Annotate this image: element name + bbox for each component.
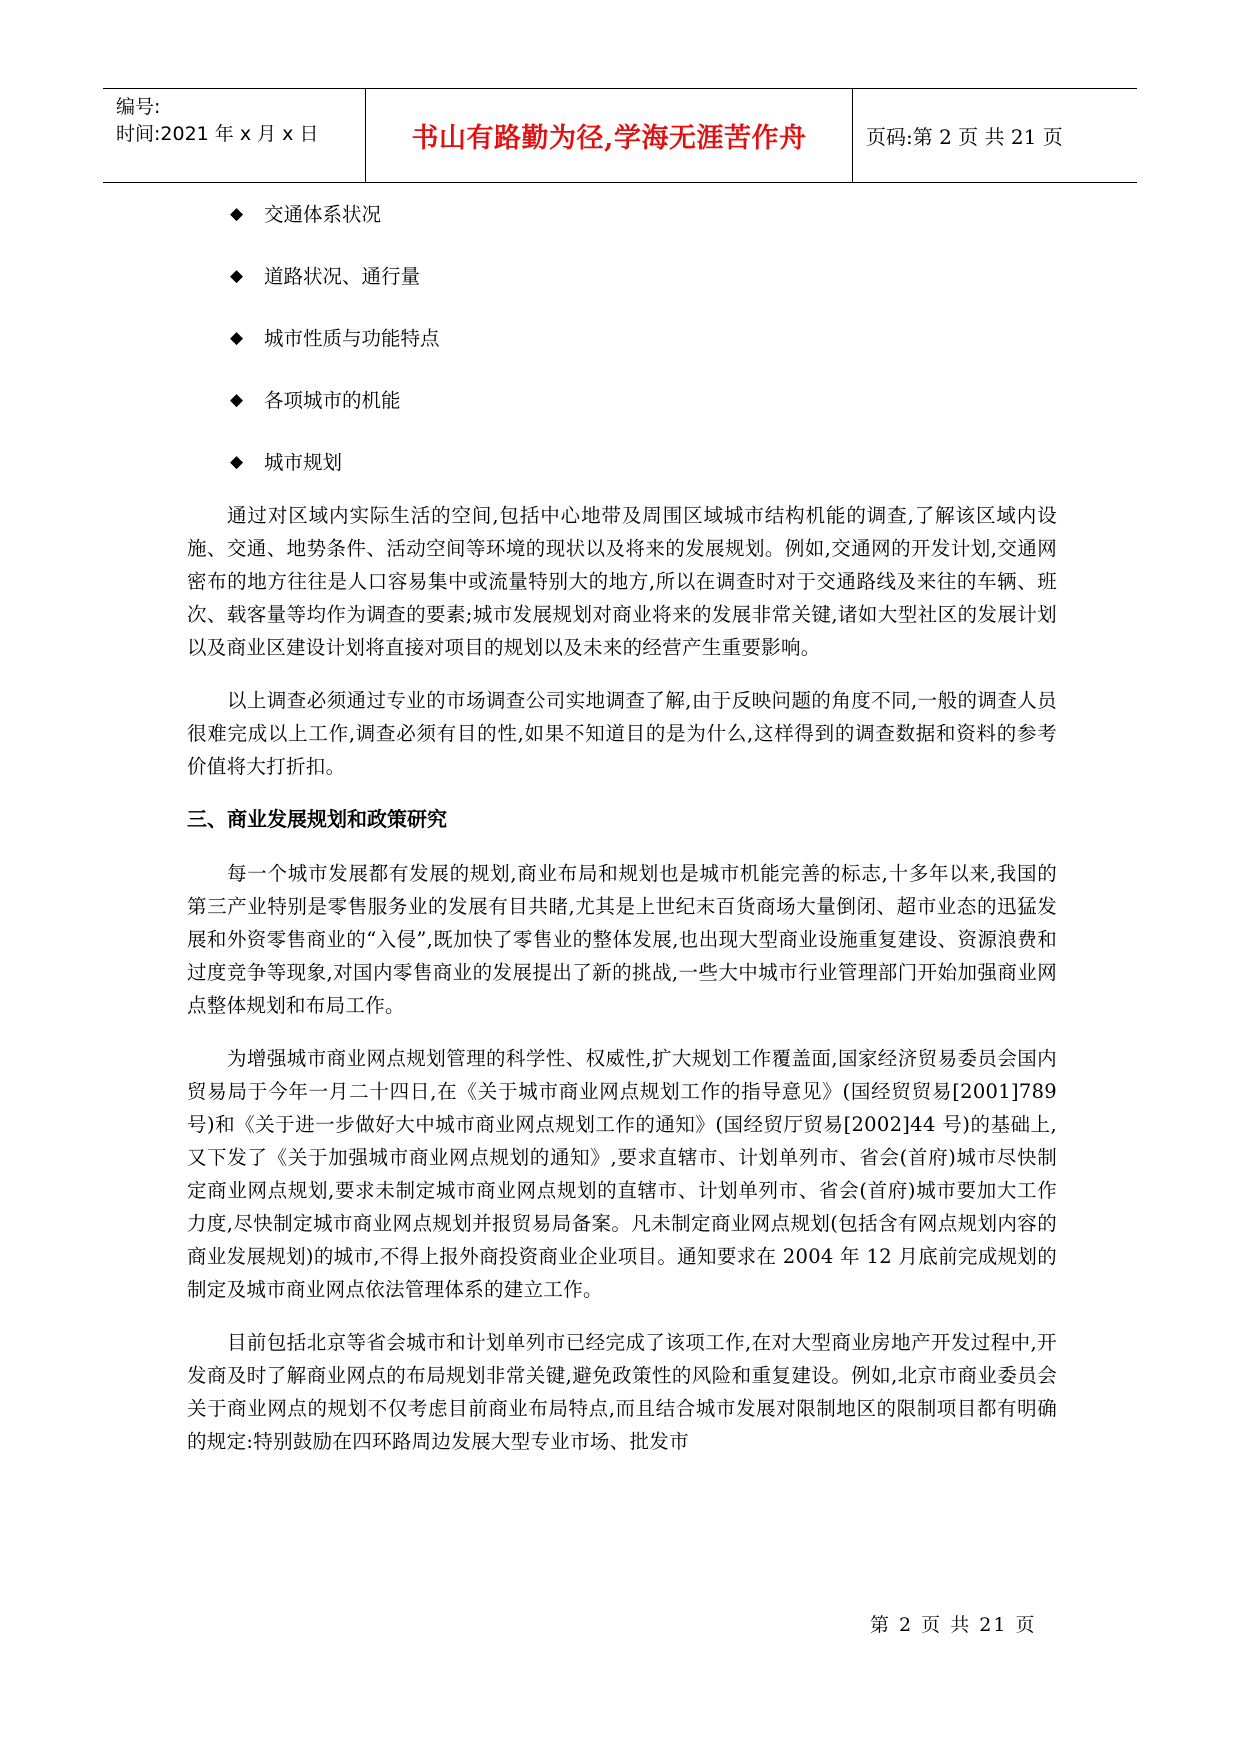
paragraph-survey-note: 以上调查必须通过专业的市场调查公司实地调查了解,由于反映问题的角度不同,一般的调查人员很难完成以上工作,调查必须有目的性,如果不知道目的是为什么,这样得到的调查数据和资料的参考价值将大打折扣。 [187,689,1057,778]
bullet-text: 交通体系状况 [264,203,382,226]
paragraph-beijing-example: 目前包括北京等省会城市和计划单列市已经完成了该项工作,在对大型商业房地产开发过程中,开发商及时了解商业网点的布局规划非常关键,避免政策性的风险和重复建设。例如,北京市商业委员会关于商业网点的规划不仅考虑目前商业布局特点,而且结合城市发展对限制地区的限制项目都有明确的规定:特别鼓励在四环路周边发展大型专业市场、批发市 [187,1331,1057,1453]
paragraph-city-planning: 每一个城市发展都有发展的规划,商业布局和规划也是城市机能完善的标志,十多年以来,我国的第三产业特别是零售服务业的发展有目共睹,尤其是上世纪末百货商场大量倒闭、超市业态的迅猛发展和外资零售商业的“入侵”,既加快了零售业的整体发展,也出现大型商业设施重复建设、资源浪费和过度竞争等现象,对国内零售商业的发展提出了新的挑战,一些大中城市行业管理部门开始加强商业网点整体规划和布局工作。 [187,862,1057,1017]
bullet-text: 城市性质与功能特点 [264,327,440,350]
header-page-label: 页码:第 2 页 共 21 页 [866,125,1063,149]
page-footer: 第 2 页 共 21 页 [870,1614,1037,1636]
header-number-label: 编号: [116,96,161,118]
page-header [103,88,1137,183]
header-meta [103,89,366,182]
bullet-text: 城市规划 [264,451,343,474]
diamond-bullet-icon: ◆ [230,390,244,410]
header-time-label: 时间:2021 年 x 月 x 日 [116,123,319,145]
diamond-bullet-icon: ◆ [230,452,244,472]
section-title: 三、商业发展规划和政策研究 [187,807,447,831]
diamond-bullet-icon: ◆ [230,328,244,348]
bullet-text: 道路状况、通行量 [264,265,421,288]
diamond-bullet-icon: ◆ [230,204,244,224]
bullet-item [230,260,1057,293]
document-body [187,198,1057,1478]
bullet-item [230,384,1057,417]
bullet-item [230,322,1057,355]
bullet-item [230,446,1057,479]
bullet-item [230,198,1057,231]
bullet-text: 各项城市的机能 [264,389,401,412]
paragraph-policy-notice: 为增强城市商业网点规划管理的科学性、权威性,扩大规划工作覆盖面,国家经济贸易委员会国内贸易局于今年一月二十四日,在《关于城市商业网点规划工作的指导意见》(国经贸贸易[2001]789 号)和《关于进一步做好大中城市商业网点规划工作的通知》(国经贸厅贸易[2002]44 号)的基础上,又下发了《关于加强城市商业网点规划的通知》,要求直辖市、计划单列市、省会(首府)城市尽快制定商业网点规划,要求未制定城市商业网点规划的直辖市、计划单列市、省会(首府)城市要加大工作力度,尽快制定城市商业网点规划并报贸易局备案。凡未制定商业网点规划(包括含有网点规划内容的商业发展规划)的城市,不得上报外商投资商业企业项目。通知要求在 2004 年 12 月底前完成规划的制定及城市商业网点依法管理体系的建立工作。 [187,1047,1057,1301]
diamond-bullet-icon: ◆ [230,266,244,286]
header-motto: 书山有路勤为径,学海无涯苦作舟 [366,89,853,182]
paragraph-area-survey: 通过对区域内实际生活的空间,包括中心地带及周围区域城市结构机能的调查,了解该区域内设施、交通、地势条件、活动空间等环境的现状以及将来的发展规划。例如,交通网的开发计划,交通网密布的地方往往是人口容易集中或流量特别大的地方,所以在调查时对于交通路线及来往的车辆、班次、载客量等均作为调查的要素;城市发展规划对商业将来的发展非常关键,诸如大型社区的发展计划以及商业区建设计划将直接对项目的规划以及未来的经营产生重要影响。 [187,504,1057,659]
